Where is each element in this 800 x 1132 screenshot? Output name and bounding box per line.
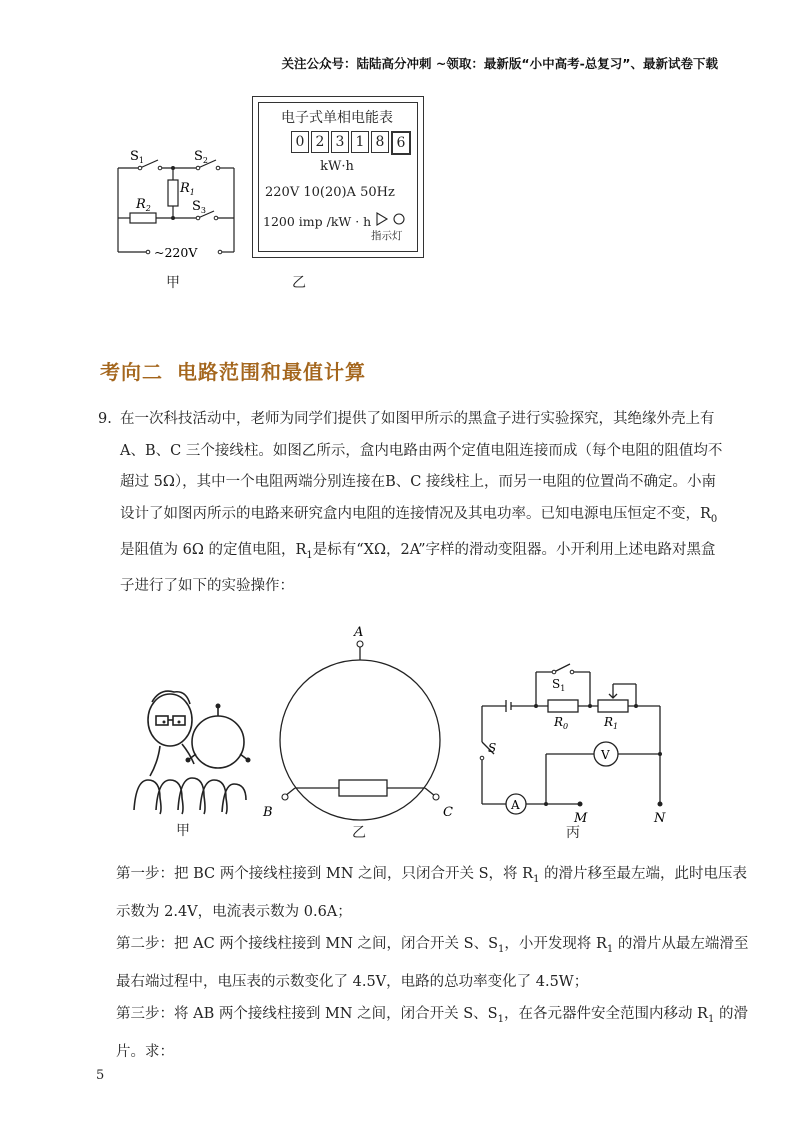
meter-rating: 220V 10(20)A 50Hz bbox=[265, 185, 395, 200]
question-line: A、B、C 三个接线柱。如图乙所示，盒内电路由两个定值电阻连接而成（每个电阻的阻值均不 bbox=[120, 442, 723, 459]
meter-imp: 1200 imp /kW · h bbox=[263, 214, 372, 229]
energy-meter bbox=[252, 96, 424, 258]
label-s3: $S_3$ bbox=[192, 199, 206, 215]
label-s-mid: S bbox=[488, 741, 497, 755]
section-number: 考向二 bbox=[100, 360, 163, 384]
question-line: 超过 5Ω），其中一个电阻两端分别连接在B、C 接线柱上，而另一电阻的位置尚不确定。小南 bbox=[120, 474, 716, 490]
step-1: 第一步：把 BC 两个接线柱接到 MN 之间，只闭合开关 S，将 $R_1$ 的滑片移至最左端，此时电压表 bbox=[116, 866, 748, 885]
terminal-b: B bbox=[263, 805, 273, 820]
caption-jia-mid: 甲 bbox=[176, 823, 190, 839]
meter-digit: 1 bbox=[351, 131, 369, 153]
label-s1-mid: $S_1$ bbox=[552, 677, 566, 693]
caption-yi-top: 乙 bbox=[292, 275, 306, 291]
indicator-light-icon bbox=[373, 211, 413, 227]
circuit-diagram-jia-top bbox=[110, 140, 250, 290]
step-3-cont: 片。求： bbox=[116, 1043, 174, 1060]
caption-jia-top: 甲 bbox=[166, 275, 180, 291]
meter-title: 电子式单相电能表 bbox=[281, 110, 393, 126]
meter-digit: 3 bbox=[331, 131, 349, 153]
blackbox-interior-diagram bbox=[255, 620, 465, 830]
voltmeter-label: V bbox=[601, 748, 610, 762]
label-n: N bbox=[654, 811, 666, 826]
question-line: 是阻值为 6Ω 的定值电阻，$R_1$是标有“XΩ，2A”字样的滑动变阻器。小开利用上述电路对黑盒 bbox=[120, 541, 716, 561]
terminal-a: A bbox=[354, 625, 364, 640]
label-source-220v: ~220V bbox=[154, 245, 198, 260]
label-r2: $R_2$ bbox=[136, 197, 151, 213]
label-s2: $S_2$ bbox=[194, 149, 208, 165]
experiment-steps bbox=[116, 858, 749, 1068]
step-1-cont: 示数为 2.4V，电流表示数为 0.6A； bbox=[116, 903, 352, 920]
meter-digit: 8 bbox=[371, 131, 389, 153]
caption-yi-mid: 乙 bbox=[352, 825, 366, 841]
section-heading: 电路范围和最值计算 bbox=[177, 360, 366, 384]
students-blackbox-illustration bbox=[130, 680, 260, 820]
question-9 bbox=[98, 404, 723, 603]
label-m: M bbox=[574, 811, 588, 826]
meter-digit-decimal: 6 bbox=[391, 131, 411, 155]
question-line: 设计了如图丙所示的电路来研究盒内电阻的连接情况及其电功率。已知电源电压恒定不变，$R_0$ bbox=[120, 505, 718, 525]
label-s1: $S_1$ bbox=[130, 149, 144, 165]
label-r1-mid: $R_1$ bbox=[604, 715, 619, 731]
step-2: 第二步：把 AC 两个接线柱接到 MN 之间，闭合开关 S、$S_1$，小开发现将 $R_1$ 的滑片从最左端滑至 bbox=[116, 935, 749, 955]
step-3: 第三步：将 AB 两个接线柱接到 MN 之间，闭合开关 S、$S_1$，在各元器件安全范围内移动 $R_1$ 的滑 bbox=[116, 1005, 748, 1025]
meter-indicator-label: 指示灯 bbox=[371, 230, 403, 242]
meter-digits bbox=[291, 131, 411, 155]
question-number: 9. bbox=[98, 411, 112, 427]
section-title bbox=[100, 356, 366, 385]
ammeter-label: A bbox=[511, 798, 520, 812]
meter-digit: 2 bbox=[311, 131, 329, 153]
label-r0: $R_0$ bbox=[554, 715, 569, 731]
meter-digit: 0 bbox=[291, 131, 309, 153]
step-2-cont: 最右端过程中，电压表的示数变化了 4.5V，电路的总功率变化了 4.5W； bbox=[116, 973, 589, 990]
question-line: 在一次科技活动中，老师为同学们提供了如图甲所示的黑盒子进行实验探究，其绝缘外壳上有 bbox=[120, 411, 715, 427]
meter-unit: kW·h bbox=[320, 159, 354, 174]
experiment-circuit-diagram bbox=[470, 650, 680, 830]
label-r1: $R_1$ bbox=[180, 181, 195, 197]
terminal-c: C bbox=[443, 805, 453, 820]
caption-bing-mid: 丙 bbox=[566, 825, 580, 841]
question-line: 子进行了如下的实验操作： bbox=[120, 578, 294, 595]
page-number: 5 bbox=[96, 1068, 105, 1083]
header-note: 关注公众号：陆陆高分冲刺 ~领取：最新版“小中高考-总复习”、最新试卷下载 bbox=[281, 56, 718, 71]
